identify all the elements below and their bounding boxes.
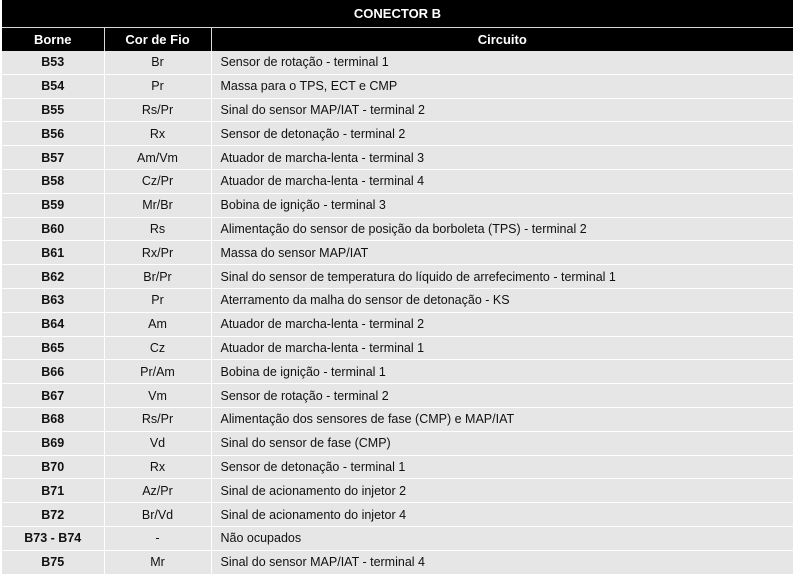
- table-row: [2, 455, 793, 479]
- cell-circuito: Sinal de acionamento do injetor 4: [211, 503, 793, 527]
- header-borne: Borne: [2, 28, 104, 51]
- cell-cor-de-fio: Br/Pr: [104, 265, 211, 289]
- table-body: [2, 51, 793, 574]
- cell-borne: B56: [2, 122, 104, 146]
- table-row: [2, 146, 793, 170]
- table-row: [2, 550, 793, 574]
- cell-cor-de-fio: Mr: [104, 550, 211, 574]
- cell-borne: B57: [2, 146, 104, 170]
- cell-cor-de-fio: Br/Vd: [104, 503, 211, 527]
- cell-cor-de-fio: Rx: [104, 122, 211, 146]
- cell-borne: B53: [2, 51, 104, 74]
- cell-cor-de-fio: Mr/Br: [104, 193, 211, 217]
- cell-cor-de-fio: Cz/Pr: [104, 169, 211, 193]
- cell-circuito: Sinal de acionamento do injetor 2: [211, 479, 793, 503]
- connector-table: [2, 28, 793, 575]
- cell-borne: B54: [2, 74, 104, 98]
- cell-circuito: Não ocupados: [211, 526, 793, 550]
- table-row: [2, 312, 793, 336]
- cell-cor-de-fio: Rs/Pr: [104, 98, 211, 122]
- table-row: [2, 74, 793, 98]
- table-row: [2, 384, 793, 408]
- cell-cor-de-fio: Vd: [104, 431, 211, 455]
- table-row: [2, 98, 793, 122]
- table-row: [2, 431, 793, 455]
- cell-cor-de-fio: Vm: [104, 384, 211, 408]
- connector-table-panel: [2, 0, 793, 575]
- cell-circuito: Alimentação dos sensores de fase (CMP) e MAP/IAT: [211, 407, 793, 431]
- cell-circuito: Aterramento da malha do sensor de detonação - KS: [211, 288, 793, 312]
- cell-borne: B69: [2, 431, 104, 455]
- cell-borne: B55: [2, 98, 104, 122]
- cell-borne: B61: [2, 241, 104, 265]
- table-row: [2, 526, 793, 550]
- cell-cor-de-fio: Pr/Am: [104, 360, 211, 384]
- cell-cor-de-fio: -: [104, 526, 211, 550]
- table-row: [2, 336, 793, 360]
- table-row: [2, 265, 793, 289]
- cell-circuito: Sensor de detonação - terminal 2: [211, 122, 793, 146]
- cell-circuito: Atuador de marcha-lenta - terminal 2: [211, 312, 793, 336]
- cell-borne: B71: [2, 479, 104, 503]
- cell-cor-de-fio: Am/Vm: [104, 146, 211, 170]
- header-circuito: Circuito: [211, 28, 793, 51]
- cell-circuito: Sensor de detonação - terminal 1: [211, 455, 793, 479]
- cell-borne: B72: [2, 503, 104, 527]
- cell-circuito: Sensor de rotação - terminal 2: [211, 384, 793, 408]
- table-row: [2, 288, 793, 312]
- cell-circuito: Alimentação do sensor de posição da borboleta (TPS) - terminal 2: [211, 217, 793, 241]
- cell-cor-de-fio: Az/Pr: [104, 479, 211, 503]
- cell-borne: B67: [2, 384, 104, 408]
- table-title: CONECTOR B: [2, 0, 793, 28]
- table-row: [2, 360, 793, 384]
- cell-circuito: Sinal do sensor de fase (CMP): [211, 431, 793, 455]
- cell-circuito: Bobina de ignição - terminal 3: [211, 193, 793, 217]
- table-row: [2, 122, 793, 146]
- cell-circuito: Atuador de marcha-lenta - terminal 4: [211, 169, 793, 193]
- cell-circuito: Sinal do sensor MAP/IAT - terminal 4: [211, 550, 793, 574]
- table-row: [2, 193, 793, 217]
- cell-borne: B73 - B74: [2, 526, 104, 550]
- cell-circuito: Bobina de ignição - terminal 1: [211, 360, 793, 384]
- table-row: [2, 169, 793, 193]
- table-row: [2, 479, 793, 503]
- cell-borne: B64: [2, 312, 104, 336]
- cell-borne: B63: [2, 288, 104, 312]
- cell-circuito: Atuador de marcha-lenta - terminal 1: [211, 336, 793, 360]
- header-row: [2, 28, 793, 51]
- header-cor-de-fio: Cor de Fio: [104, 28, 211, 51]
- cell-cor-de-fio: Rx: [104, 455, 211, 479]
- cell-borne: B65: [2, 336, 104, 360]
- cell-borne: B75: [2, 550, 104, 574]
- cell-borne: B59: [2, 193, 104, 217]
- table-row: [2, 217, 793, 241]
- cell-borne: B62: [2, 265, 104, 289]
- cell-borne: B70: [2, 455, 104, 479]
- cell-cor-de-fio: Pr: [104, 74, 211, 98]
- cell-cor-de-fio: Cz: [104, 336, 211, 360]
- cell-cor-de-fio: Br: [104, 51, 211, 74]
- cell-cor-de-fio: Rx/Pr: [104, 241, 211, 265]
- cell-circuito: Atuador de marcha-lenta - terminal 3: [211, 146, 793, 170]
- cell-circuito: Sensor de rotação - terminal 1: [211, 51, 793, 74]
- cell-borne: B68: [2, 407, 104, 431]
- cell-borne: B58: [2, 169, 104, 193]
- table-row: [2, 407, 793, 431]
- cell-borne: B60: [2, 217, 104, 241]
- cell-circuito: Massa do sensor MAP/IAT: [211, 241, 793, 265]
- cell-cor-de-fio: Rs/Pr: [104, 407, 211, 431]
- cell-cor-de-fio: Pr: [104, 288, 211, 312]
- table-row: [2, 51, 793, 74]
- table-row: [2, 241, 793, 265]
- cell-circuito: Massa para o TPS, ECT e CMP: [211, 74, 793, 98]
- table-row: [2, 503, 793, 527]
- cell-cor-de-fio: Rs: [104, 217, 211, 241]
- cell-circuito: Sinal do sensor MAP/IAT - terminal 2: [211, 98, 793, 122]
- cell-cor-de-fio: Am: [104, 312, 211, 336]
- cell-borne: B66: [2, 360, 104, 384]
- cell-circuito: Sinal do sensor de temperatura do líquido de arrefecimento - terminal 1: [211, 265, 793, 289]
